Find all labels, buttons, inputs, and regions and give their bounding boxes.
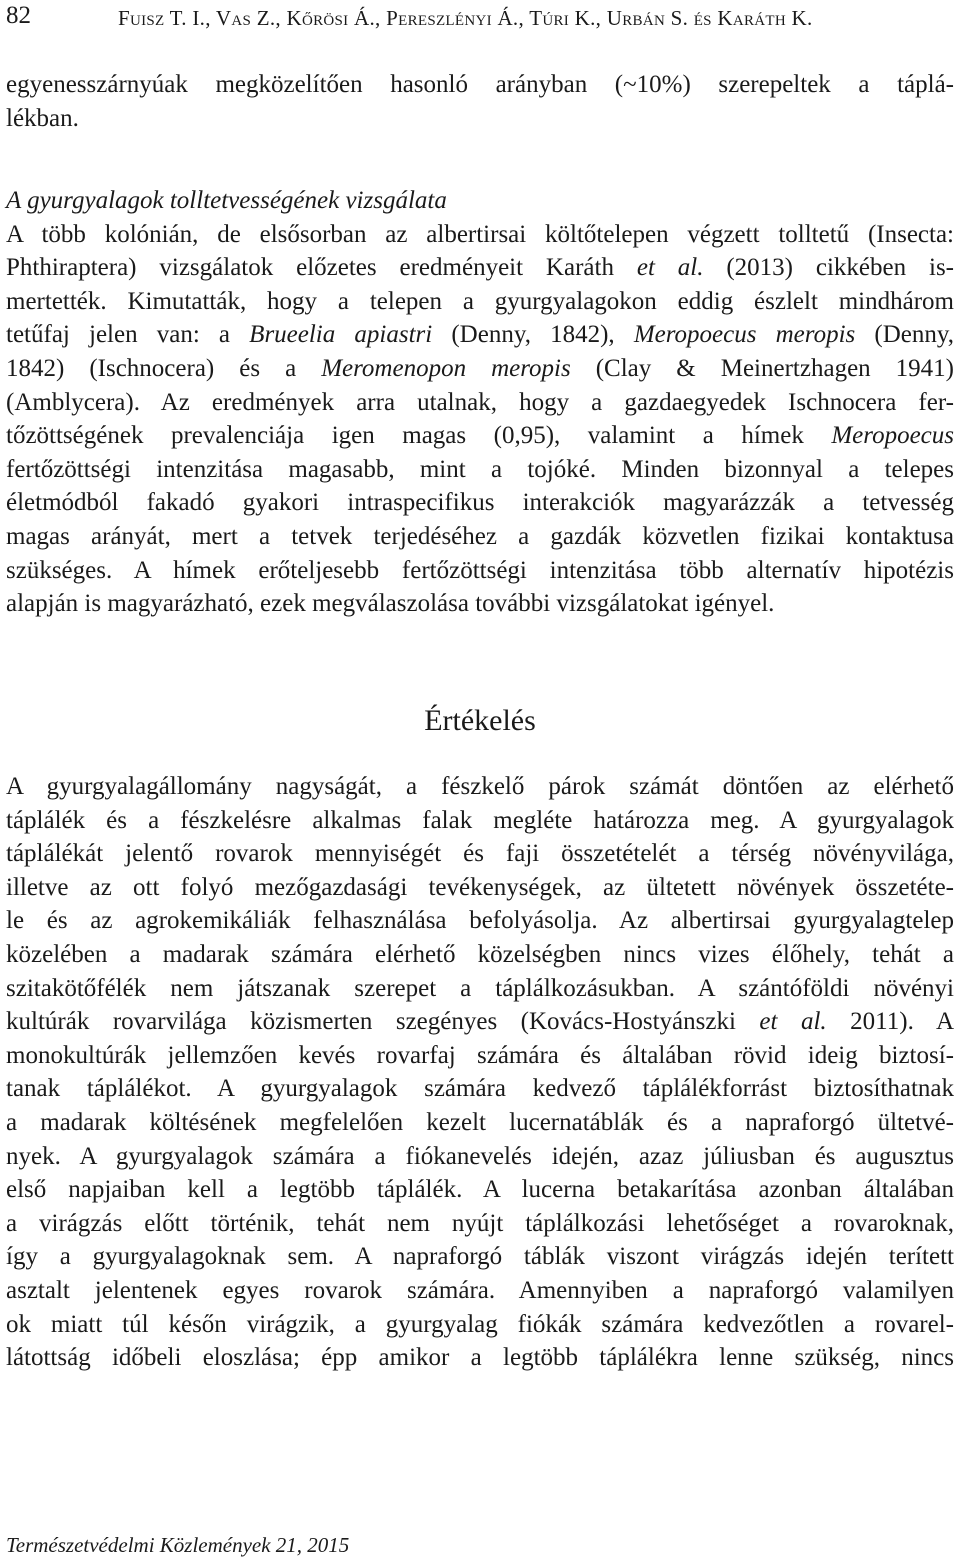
page-number: 82	[6, 2, 31, 29]
text-line: első napjaiban kell a legtöbb táplálék. A lucerna betakarítása azonban általában	[6, 1176, 954, 1204]
text-line: le és az agrokemikáliák felhasználása befolyásolja. Az albertirsai gyurgyalagtelep	[6, 907, 954, 935]
text-line: táplálékát jelentő rovarok mennyiségét és faji összetételét a térség növényvilága,	[6, 840, 954, 868]
text-line: szitakötőfélék nem játszanak szerepet a táplálkozásukban. A szántóföldi növényi	[6, 974, 954, 1002]
text-line: szükséges. A hímek erőteljesebb fertőzöttségi intenzitása több alternatív hipotézis	[6, 556, 954, 584]
text-line: magas arányát, mert a tetvek terjedéséhez a gazdák közvetlen fizikai kontaktusa	[6, 522, 954, 550]
text-line: 1842) (Ischnocera) és a Meromenopon meropis (Clay & Meinertzhagen 1941)	[6, 354, 954, 382]
text-line: életmódból fakadó gyakori intraspecifikus interakciók magyarázzák a tetvesség	[6, 489, 954, 517]
evaluation-section	[6, 770, 954, 1375]
text-line: lékban.	[6, 104, 79, 132]
lice-section	[6, 184, 954, 621]
body-paragraph	[6, 770, 954, 1375]
text-line: A több kolónián, de elsősorban az albertirsai költőtelepen végzett tolltetű (Insecta:	[6, 220, 954, 248]
paragraph-continuation	[6, 68, 954, 135]
text-line: mertették. Kimutatták, hogy a telepen a gyurgyalagokon eddig észlelt mindhárom	[6, 287, 954, 315]
subsection-heading: A gyurgyalagok tolltetvességének vizsgálata	[6, 187, 447, 214]
text-line: táplálék és a fészkelésre alkalmas falak megléte határozza meg. A gyurgyalagok	[6, 806, 954, 834]
text-line: (Amblycera). Az eredmények arra utalnak, hogy a gazdaegyedek Ischnocera fer-	[6, 388, 954, 416]
page-header	[6, 2, 954, 38]
text-line: látottság időbeli eloszlása; épp amikor a legtöbb táplálékra lenne szükség, nincs	[6, 1344, 954, 1372]
text-line: kultúrák rovarvilága közismerten szegényes (Kovács-Hostyánszki et al. 2011). A	[6, 1008, 955, 1036]
journal-footer: Természetvédelmi Közlemények 21, 2015	[6, 1533, 350, 1557]
text-line: monokultúrák jellemzően kevés rovarfaj számára és általában rövid ideig biztosí-	[6, 1041, 954, 1069]
text-line: A gyurgyalagállomány nagyságát, a fészkelő párok számát döntően az elérhető	[6, 773, 954, 800]
text-line: a madarak költésének megfelelően kezelt lucernatáblák és a napraforgó ültetvé-	[6, 1108, 954, 1136]
running-head-authors: Fuisz T. I., Vas Z., Kőrösi Á., Pereszlényi Á., Túri K., Urbán S. és Karáth K.	[118, 6, 813, 30]
text-line: nyek. A gyurgyalagok számára a fiókanevelés idején, azaz júliusban és augusztus	[6, 1142, 954, 1170]
body-paragraph	[6, 218, 954, 621]
text-line: Phthiraptera) vizsgálatok előzetes eredményeit Karáth et al. (2013) cikkében is-	[6, 254, 954, 282]
text-line: illetve az ott folyó mezőgazdasági tevékenységek, az ültetett növények összetéte-	[6, 873, 954, 901]
text-line: tetűfaj jelen van: a Brueelia apiastri (Denny, 1842), Meropoecus meropis (Denny,	[6, 321, 954, 349]
text-line: így a gyurgyalagoknak sem. A napraforgó táblák viszont virágzás idején terített	[6, 1243, 954, 1271]
text-line: egyenesszárnyúak megközelítően hasonló arányban (~10%) szerepeltek a táplá-	[6, 71, 954, 98]
text-line: tőzöttségének prevalenciája igen magas (0,95), valamint a hímek Meropoecus	[6, 422, 954, 450]
text-line: asztalt jelentenek egyes rovarok számára. Amennyiben a napraforgó valamilyen	[6, 1276, 954, 1304]
section-title-block	[6, 704, 954, 738]
text-line: fertőzöttségi intenzitása magasabb, mint a tojóké. Minden bizonnyal a telepes	[6, 455, 954, 483]
body-paragraph	[6, 68, 954, 135]
text-line: alapján is magyarázható, ezek megválaszolása további vizsgálatokat igényel.	[6, 590, 775, 618]
text-line: tanak táplálékot. A gyurgyalagok számára kedvező táplálékforrást biztosíthatnak	[6, 1075, 954, 1103]
text-line: ok miatt túl későn virágzik, a gyurgyalag fiókák számára kedvezőtlen a rovarel-	[6, 1310, 954, 1338]
text-line: a virágzás előtt történik, tehát nem nyújt táplálkozási lehetőséget a rovaroknak,	[6, 1209, 954, 1237]
text-line: közelében a madarak számára elérhető közelségben nincs vizes élőhely, tehát a	[6, 940, 954, 968]
section-title: Értékelés	[424, 704, 536, 737]
